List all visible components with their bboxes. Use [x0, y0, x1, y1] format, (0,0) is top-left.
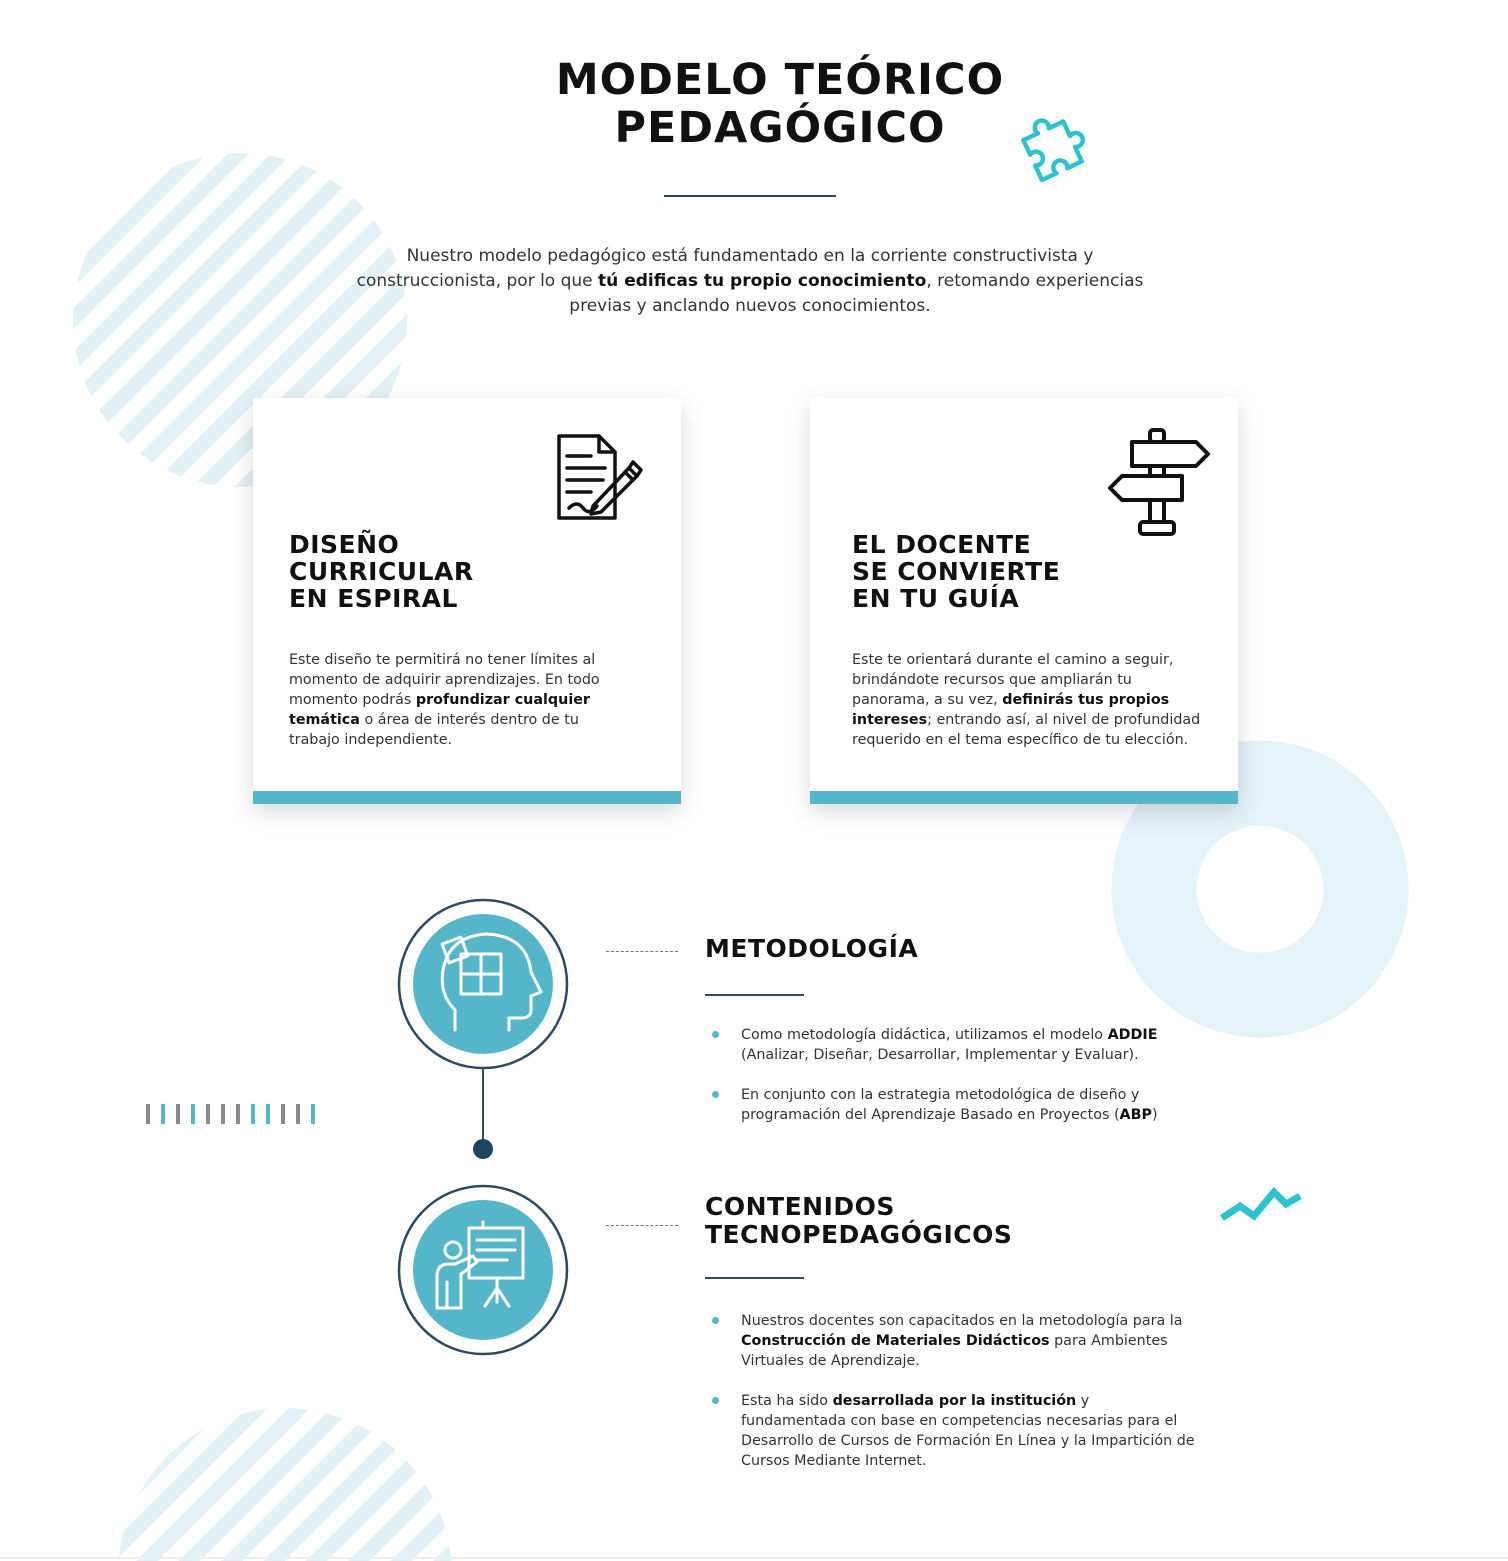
signpost-icon [1106, 426, 1212, 540]
list-item-bold: Construcción de Materiales Didácticos [741, 1333, 1050, 1349]
bullet-dot [712, 1317, 719, 1324]
title-line-1: MODELO TEÓRICO [555, 55, 1005, 105]
intro-bold-text: tú edificas tu propio conocimiento [598, 271, 927, 291]
title-underline [664, 195, 836, 197]
list-item-text: En conjunto con la estrategia metodológica de diseño y programación del Aprendizaje Basado en Proyectos ( [741, 1087, 1140, 1123]
card-accent-bar [253, 791, 681, 804]
bullet-dot [712, 1397, 719, 1404]
methodology-list [705, 1025, 1195, 1125]
ring-decoration [1154, 783, 1366, 995]
section-underline [705, 1277, 804, 1279]
card-text-end: o área de interés dentro de tu trabajo independiente. [289, 712, 579, 748]
card-accent-bar [810, 791, 1238, 804]
zigzag-decoration [1218, 1182, 1304, 1226]
section-title-contents: CONTENIDOS TECNOPEDAGÓGICOS [705, 1192, 1013, 1249]
card-bold-text: profundizar cualquier temática [289, 692, 590, 728]
card-description [852, 650, 1212, 750]
card-teacher-guide [810, 398, 1238, 804]
timeline-connector [470, 1060, 500, 1170]
list-item-text-end: y fundamentada con base en competencias necesarias para el Desarrollo de Cursos de Formación En Línea y la Impartición de Cursos Mediante Internet. [741, 1393, 1195, 1469]
list-item-text-end: ) [1152, 1107, 1158, 1123]
card-description [289, 650, 634, 750]
card-text: Este te orientará durante el camino a seguir, brindándote recursos que ampliarán tu panorama, a su vez, [852, 652, 1174, 708]
list-item [705, 1085, 1195, 1125]
title-line-2: PEDAGÓGICO [614, 103, 946, 153]
document-pen-icon [553, 432, 645, 522]
card-title: EL DOCENTE SE CONVIERTE EN TU GUÍA [852, 530, 1061, 613]
list-item-text: Nuestros docentes son capacitados en la metodología para la [741, 1313, 1183, 1329]
section-underline [705, 994, 804, 996]
card-title: DISEÑO CURRICULAR EN ESPIRAL [289, 530, 474, 613]
list-item-text: Esta ha sido [741, 1393, 833, 1409]
intro-text: Nuestro modelo pedagógico está fundamentado en la corriente constructivista y construccionista, por lo que [356, 246, 1094, 291]
list-item-bold: desarrollada por la institución [832, 1393, 1077, 1409]
contents-list [705, 1311, 1195, 1471]
list-item-text-end: (Analizar, Diseñar, Desarrollar, Implementar y Evaluar). [741, 1047, 1139, 1063]
page-title [26, 56, 1508, 152]
card-text-end: ; entrando así, al nivel de profundidad requerido en el tema específico de tu elección. [852, 712, 1201, 748]
intro-text-end: , retomando experiencias previas y anclando nuevos conocimientos. [569, 271, 1144, 316]
head-puzzle-icon [397, 898, 569, 1070]
section-dash [606, 1225, 678, 1226]
card-curricular-design [253, 398, 681, 804]
teacher-presentation-icon [397, 1184, 569, 1356]
card-text: Este diseño te permitirá no tener límites al momento de adquirir aprendizajes. En todo momento podrás [289, 652, 600, 708]
list-item [705, 1391, 1195, 1471]
list-item [705, 1311, 1195, 1371]
list-item-bold: ABP [1119, 1107, 1152, 1123]
bullet-dot [712, 1091, 719, 1098]
list-item-text: Como metodología didáctica, utilizamos el modelo [741, 1027, 1108, 1043]
card-bold-text: definirás tus propios intereses [852, 692, 1170, 728]
section-title-methodology: METODOLOGÍA [705, 934, 919, 963]
bullet-dot [712, 1031, 719, 1038]
list-item-text-end: para Ambientes Virtuales de Aprendizaje. [741, 1333, 1168, 1369]
section-dash [606, 951, 678, 952]
bars-decoration [144, 1102, 319, 1126]
intro-paragraph [354, 244, 1146, 319]
list-item-bold: ADDIE [1107, 1027, 1158, 1043]
list-item [705, 1025, 1195, 1065]
striped-circle-bottom-decoration [100, 1400, 480, 1561]
